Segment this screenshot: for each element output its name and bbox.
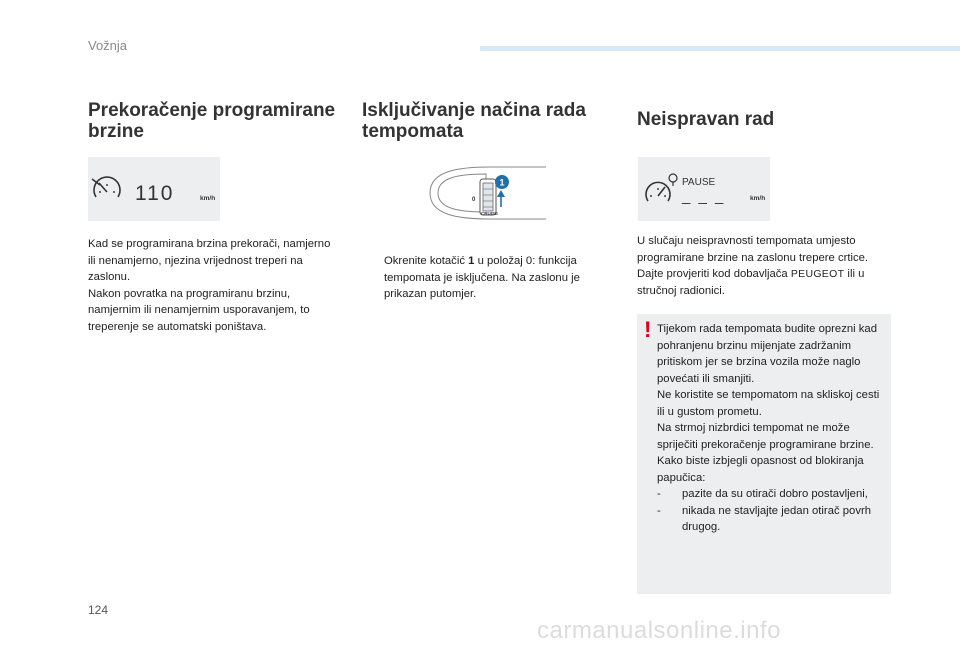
malfunction-text: U slučaju neispravnosti tempomata umjesto programirane brzine na zaslonu trepere crtice. Dajte provjeriti kod dobavljača PEUGEOT ili u stručnoj radionici.: [637, 235, 869, 297]
deactivation-instruction: Okrenite kotačić 1 u položaj 0: funkcija tempomata je isključena. Na zaslonu je prikazan putomjer.: [384, 255, 580, 300]
warning-box: [637, 314, 891, 594]
callout-reference: 1: [468, 255, 475, 267]
header-accent-bar: [480, 46, 960, 51]
speed-exceeded-text: Kad se programirana brzina prekorači, namjerno ili nenamjerno, njezina vrijednost treperi na zaslonu. Nakon povratka na programiranu brzinu, namjernim ili nenamjernim usporavanjem, to treperenje se automatski poništava.: [88, 238, 331, 333]
brand-name: PEUGEOT: [790, 268, 845, 280]
stalk-position-label: 0: [472, 197, 476, 203]
display-status-text: PAUSE: [682, 177, 716, 188]
warning-list-item: - nikada ne stavljajte jedan otirač povrh drugog.: [657, 504, 872, 533]
column-speed-exceeded: [88, 100, 338, 142]
warning-list-item: - pazite da su otirači dobro postavljeni,: [657, 488, 868, 500]
section-title-malfunction: Neispravan rad: [637, 109, 775, 130]
display-speed-dashes: _ _ _: [682, 188, 726, 205]
display-fault-unit: km/h: [750, 195, 766, 202]
stalk-cruise-label: CRUISE: [481, 211, 499, 216]
watermark: carmanualsonline.info: [537, 617, 781, 644]
column-malfunction: [637, 100, 893, 130]
warning-paragraph: Kako biste izbjegli opasnost od blokiranja papučica:: [657, 455, 864, 484]
warning-paragraph: Na strmoj nizbrdici tempomat ne može spriječiti prekoračenje programirane brzine.: [657, 422, 874, 451]
section-title-deactivation: Isključivanje načina rada tempomata: [362, 100, 586, 142]
display-speed-unit: km/h: [200, 195, 216, 202]
pause-indicator-icon: [669, 174, 677, 186]
section-title-speed-exceeded: Prekoračenje programirane brzine: [88, 100, 336, 142]
speedometer-icon: [92, 177, 120, 197]
cruise-stalk-illustration: [420, 157, 552, 229]
cruise-display-speed: [88, 157, 220, 221]
display-speed-value: 110: [135, 182, 175, 205]
callout-1-badge: [495, 175, 509, 189]
warning-paragraph: Tijekom rada tempomata budite oprezni kad pohranjenu brzinu mijenjate zadržanim pritiskom jer se brzina vozila može naglo povećati ili smanjiti.: [657, 323, 877, 385]
page-number: 124: [88, 603, 109, 617]
section-header: Vožnja: [88, 38, 128, 53]
speedometer-icon: [646, 182, 670, 201]
cruise-display-fault: [638, 157, 770, 221]
column-deactivation: [362, 100, 612, 142]
warning-exclamation-icon: !: [644, 317, 652, 342]
svg-text:1: 1: [499, 177, 505, 188]
warning-paragraph: Ne koristite se tempomatom na skliskoj cesti ili u gustom prometu.: [657, 389, 880, 418]
